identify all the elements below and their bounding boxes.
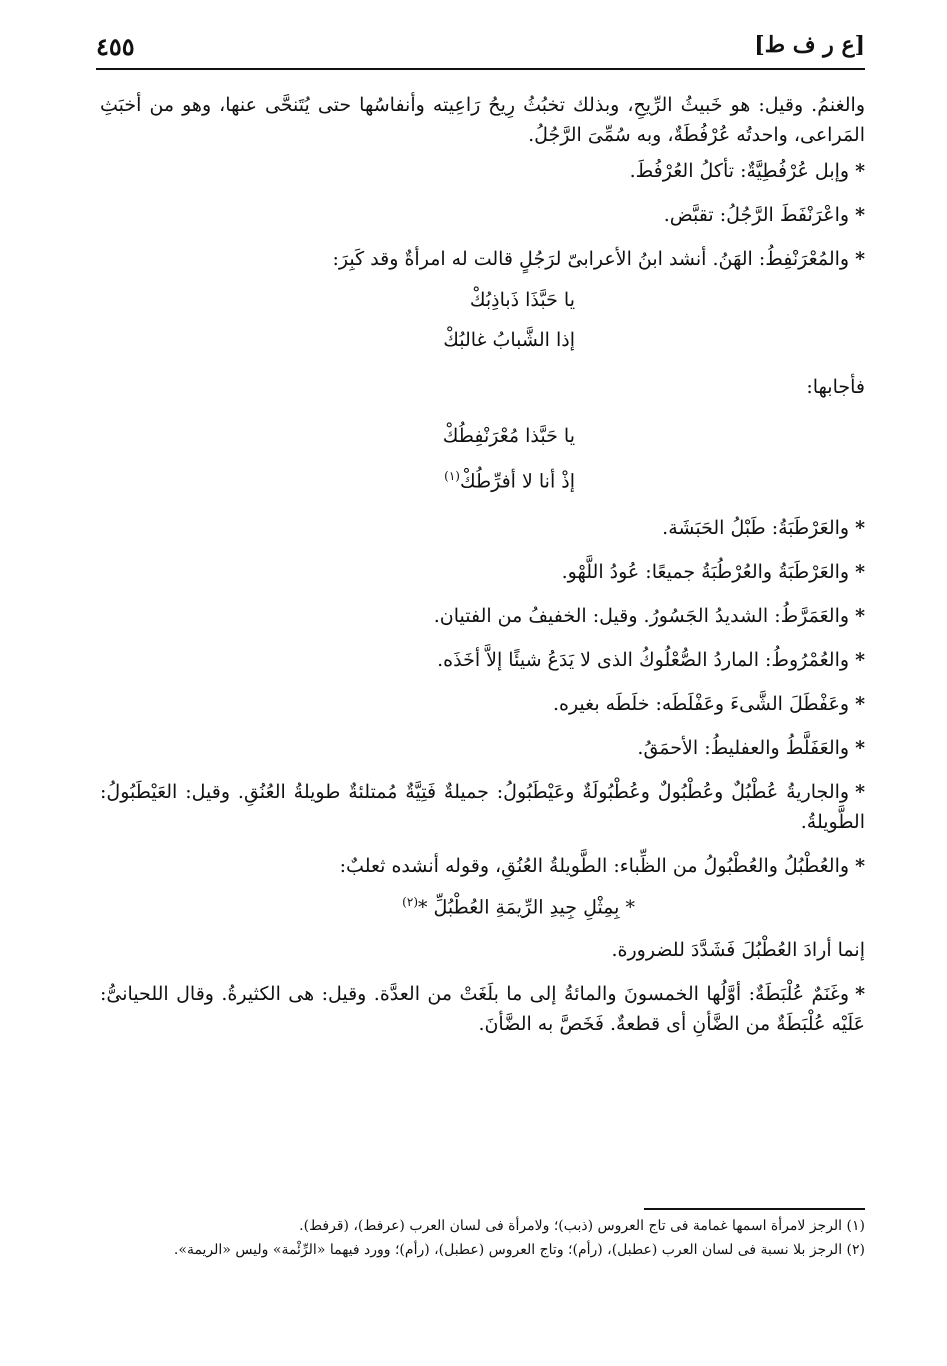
paragraph: والغنمُ. وقيل: هو خَبيثُ الرِّيحِ، وبذلك تخبُثُ رِيحُ رَاعِيته وأنفاسُها حتى يُتَنحَّى عنها، وهو من أخبَثِ المَراعى، واحدتُه عُرْفُطَةٌ، وبه سُمِّىَ الرَّجُلُ. bbox=[100, 94, 865, 146]
verse-line: يا حَبَّذا مُعْرَنْفِطُكْ bbox=[442, 425, 575, 447]
entry-text: والجاريةُ عُطْبُلٌ وعُطْبُولٌ وعُطْبُولَةٌ وعَيْطَبُولُ: جميلةٌ فَتِيَّةٌ مُمتلئةٌ طويلةُ العُنُقِ. وقيل: العَيْطَبُولُ: الطَّويلةُ. bbox=[100, 781, 865, 834]
footnote-marker: (٢) bbox=[402, 895, 418, 910]
bullet-star: * bbox=[855, 561, 865, 584]
entry-body bbox=[100, 90, 865, 1053]
bullet-star: * bbox=[855, 781, 865, 804]
entry-paragraph bbox=[100, 513, 865, 543]
entry-text: وغَنَمٌ عُلْبَطَةٌ: أوَّلُها الخمسونَ والمائةُ إلى ما بلَغَتْ من العدَّة. وقيل: هى الكثيرةُ. وقال اللحيانىُّ: عَلَيْه عُلْبَطَةٌ من الضَّأنِ أى قطعةٌ. فَخَصَّ به الضَّأنَ. bbox=[100, 982, 865, 1035]
bullet-star: * bbox=[855, 855, 865, 878]
entry-paragraph bbox=[100, 244, 865, 274]
entry-text: والعُمْرُوطُ: الماردُ الصُّعْلُوكُ الذى لا يَدَعُ شيئًا إلاَّ أخَذَه. bbox=[437, 649, 850, 672]
footnote-marker: (١) bbox=[444, 469, 460, 483]
entry-paragraph bbox=[100, 156, 865, 186]
bullet-star: * bbox=[855, 982, 865, 1005]
entry-paragraph bbox=[100, 557, 865, 587]
entry-text: والعَرْطَبَةُ: طَبْلُ الحَبَشَة. bbox=[662, 517, 850, 540]
entry-paragraph bbox=[100, 733, 865, 763]
bullet-star: * bbox=[855, 693, 865, 716]
entry-paragraph bbox=[100, 851, 865, 881]
bullet-star: * bbox=[855, 737, 865, 760]
entry-text: وعَفْطَلَ الشَّىءَ وعَفْلَطَه: خلَطَه بغيره. bbox=[552, 693, 850, 716]
entry-text: والعَفَلَّطُ والعفليطُ: الأحمَقُ. bbox=[637, 737, 850, 760]
bullet-star: * bbox=[855, 605, 865, 628]
page-number: ٤٥٥ bbox=[96, 32, 135, 61]
root-letters-label: [ع ر ف ط] bbox=[754, 32, 865, 58]
entry-text: والعَرْطَبَةُ والعُرْطُبَةُ جميعًا: عُودُ اللَّهْو. bbox=[561, 561, 850, 584]
entry-paragraph bbox=[100, 979, 865, 1039]
entry-paragraph bbox=[100, 689, 865, 719]
entry-text: وإبل عُرْفُطِيَّةٌ: تأكلُ العُرْفُطَ. bbox=[629, 160, 850, 182]
bullet-star: * bbox=[855, 517, 865, 540]
page-header bbox=[96, 32, 865, 68]
bullet-star: * bbox=[855, 160, 865, 182]
entry-text: والعَمَرَّطُ: الشديدُ الجَسُورُ. وقيل: الخفيفُ من الفتيان. bbox=[433, 605, 850, 628]
entry-text: والمُعْرَنْفِطُ: الهَنُ. أنشد ابنُ الأعرابىّ لرَجُلٍ قالت له امرأةٌ وقد كَبِرَ: bbox=[332, 248, 850, 270]
entry-text: والعُطْبُلُ والعُطْبُولُ من الظِّباء: الطَّويلةُ العُنُقِ، وقوله أنشده ثعلبٌ: bbox=[339, 855, 850, 878]
verse-text: إذْ أنا لا أفرِّطُكْ bbox=[459, 470, 575, 493]
bullet-star: * bbox=[855, 248, 865, 270]
footnote: (١) الرجز لامرأة اسمها غمامة فى تاج العروس (ذبب)؛ ولامرأة فى لسان العرب (عرفط)، (قرفط). bbox=[299, 1218, 865, 1234]
verse-block bbox=[100, 280, 865, 360]
paragraph: إنما أرادَ العُطْبُلَ فَشَدَّدَ للضرورة. bbox=[611, 938, 865, 961]
footnotes bbox=[96, 1214, 865, 1262]
entry-paragraph bbox=[100, 200, 865, 230]
entry-paragraph bbox=[100, 601, 865, 631]
verse-text: * بِمِثْلِ جِيدِ الرِّيمَةِ العُطْبُلِّ * bbox=[418, 896, 635, 919]
entry-text: واعْرَنْفَطَ الرَّجُلُ: تقبَّض. bbox=[663, 204, 850, 226]
paragraph: فأجابها: bbox=[806, 376, 865, 398]
entry-paragraph bbox=[100, 777, 865, 837]
entry-paragraph bbox=[100, 645, 865, 675]
verse-line: إذا الشَّبابُ غالبُكْ bbox=[443, 329, 575, 351]
verse-quotation bbox=[100, 887, 865, 922]
bullet-star: * bbox=[855, 649, 865, 672]
verse-line: يا حَبَّذَا ذَباذِبُكْ bbox=[469, 289, 575, 311]
header-rule bbox=[96, 68, 865, 70]
verse-block bbox=[100, 416, 865, 501]
verse-line bbox=[100, 456, 575, 501]
footnote: (٢) الرجز بلا نسبة فى لسان العرب (عطبل)، (رأم)؛ وتاج العروس (عطبل)، (رأم)؛ وورد فيهما «الرِّئْمة» وليس «الريمة». bbox=[173, 1242, 865, 1258]
footnote-rule bbox=[644, 1208, 865, 1210]
bullet-star: * bbox=[855, 204, 865, 226]
